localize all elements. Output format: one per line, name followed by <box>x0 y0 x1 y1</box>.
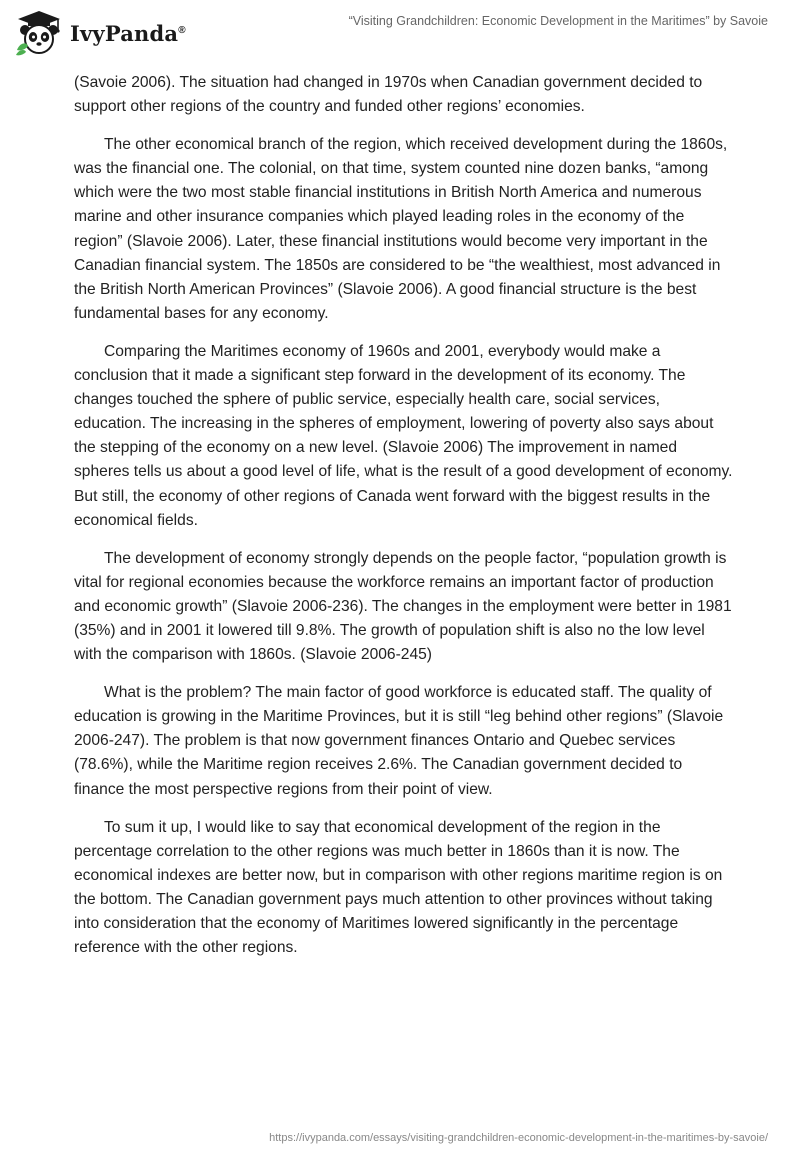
paragraph: What is the problem? The main factor of good workforce is educated staff. The quality of education is growing in the Maritime Provinces, but it is still “leg behind other regions” (Slavoie 2006-247). The problem is that now government finances Ontario and Quebec services (78.6%), while the Maritime region receives 2.6%. The Canadian government decided to finance the most perspective regions from their point of view. <box>74 684 724 798</box>
logo-wordmark: IvyPanda® <box>70 20 186 46</box>
paragraph: To sum it up, I would like to say that economical development of the region in the percentage correlation to the other regions was much better in 1860s than it is now. The economical indexes are better now, but in comparison with other regions maritime region is on the bottom. The Canadian government pays much attention to other provinces without taking into consideration that the economy of Maritimes lowered significantly in the percentage reference with the other regions. <box>74 818 723 957</box>
panda-graduate-icon <box>14 8 64 58</box>
paragraph: The development of economy strongly depends on the people factor, “population growth is vital for regional economies because the workforce remains an important factor of production and economic growth” (Slavoie 2006-236). The changes in the employment were better in 1981 (35%) and in 2001 it lowered till 9.8%. The growth of population shift is also no the low level with the comparison with 1860s. (Slavoie 2006-245) <box>74 549 732 664</box>
document-title: “Visiting Grandchildren: Economic Development in the Maritimes” by Savoie <box>348 14 768 28</box>
source-url-link[interactable]: https://ivypanda.com/essays/visiting-grandchildren-economic-development-in-the-maritimes-by-savoie/ <box>269 1132 768 1144</box>
essay-body <box>74 71 734 974</box>
page-header <box>0 0 800 66</box>
ivypanda-logo[interactable] <box>14 8 186 58</box>
paragraph: Comparing the Maritimes economy of 1960s and 2001, everybody would make a conclusion that it made a significant step forward in the development of its economy. The changes touched the sphere of public service, especially health care, social services, education. The increasing in the spheres of employment, lowering of poverty also says about the stepping of the economy on a new level. (Slavoie 2006) The improvement in named spheres tells us about a good level of life, what is the result of a good development of economy. But still, the economy of other regions of Canada went forward with the biggest results in the economical fields. <box>74 342 733 529</box>
paragraph: The other economical branch of the region, which received development during the 1860s, was the financial one. The colonial, on that time, system counted nine dozen banks, “among which were the two most stable financial institutions in British North America and numerous marine and other insurance companies which played leading roles in the economy of the region” (Slavoie 2006). Later, these financial institutions would become very important in the Canadian financial system. The 1850s are considered to be “the wealthiest, most advanced in the British North American Provinces” (Slavoie 2006). A good financial structure is the best fundamental bases for any economy. <box>74 136 728 322</box>
paragraph: (Savoie 2006). The situation had changed in 1970s when Canadian government decided to support other regions of the country and funded other regions’ economies. <box>74 74 703 116</box>
